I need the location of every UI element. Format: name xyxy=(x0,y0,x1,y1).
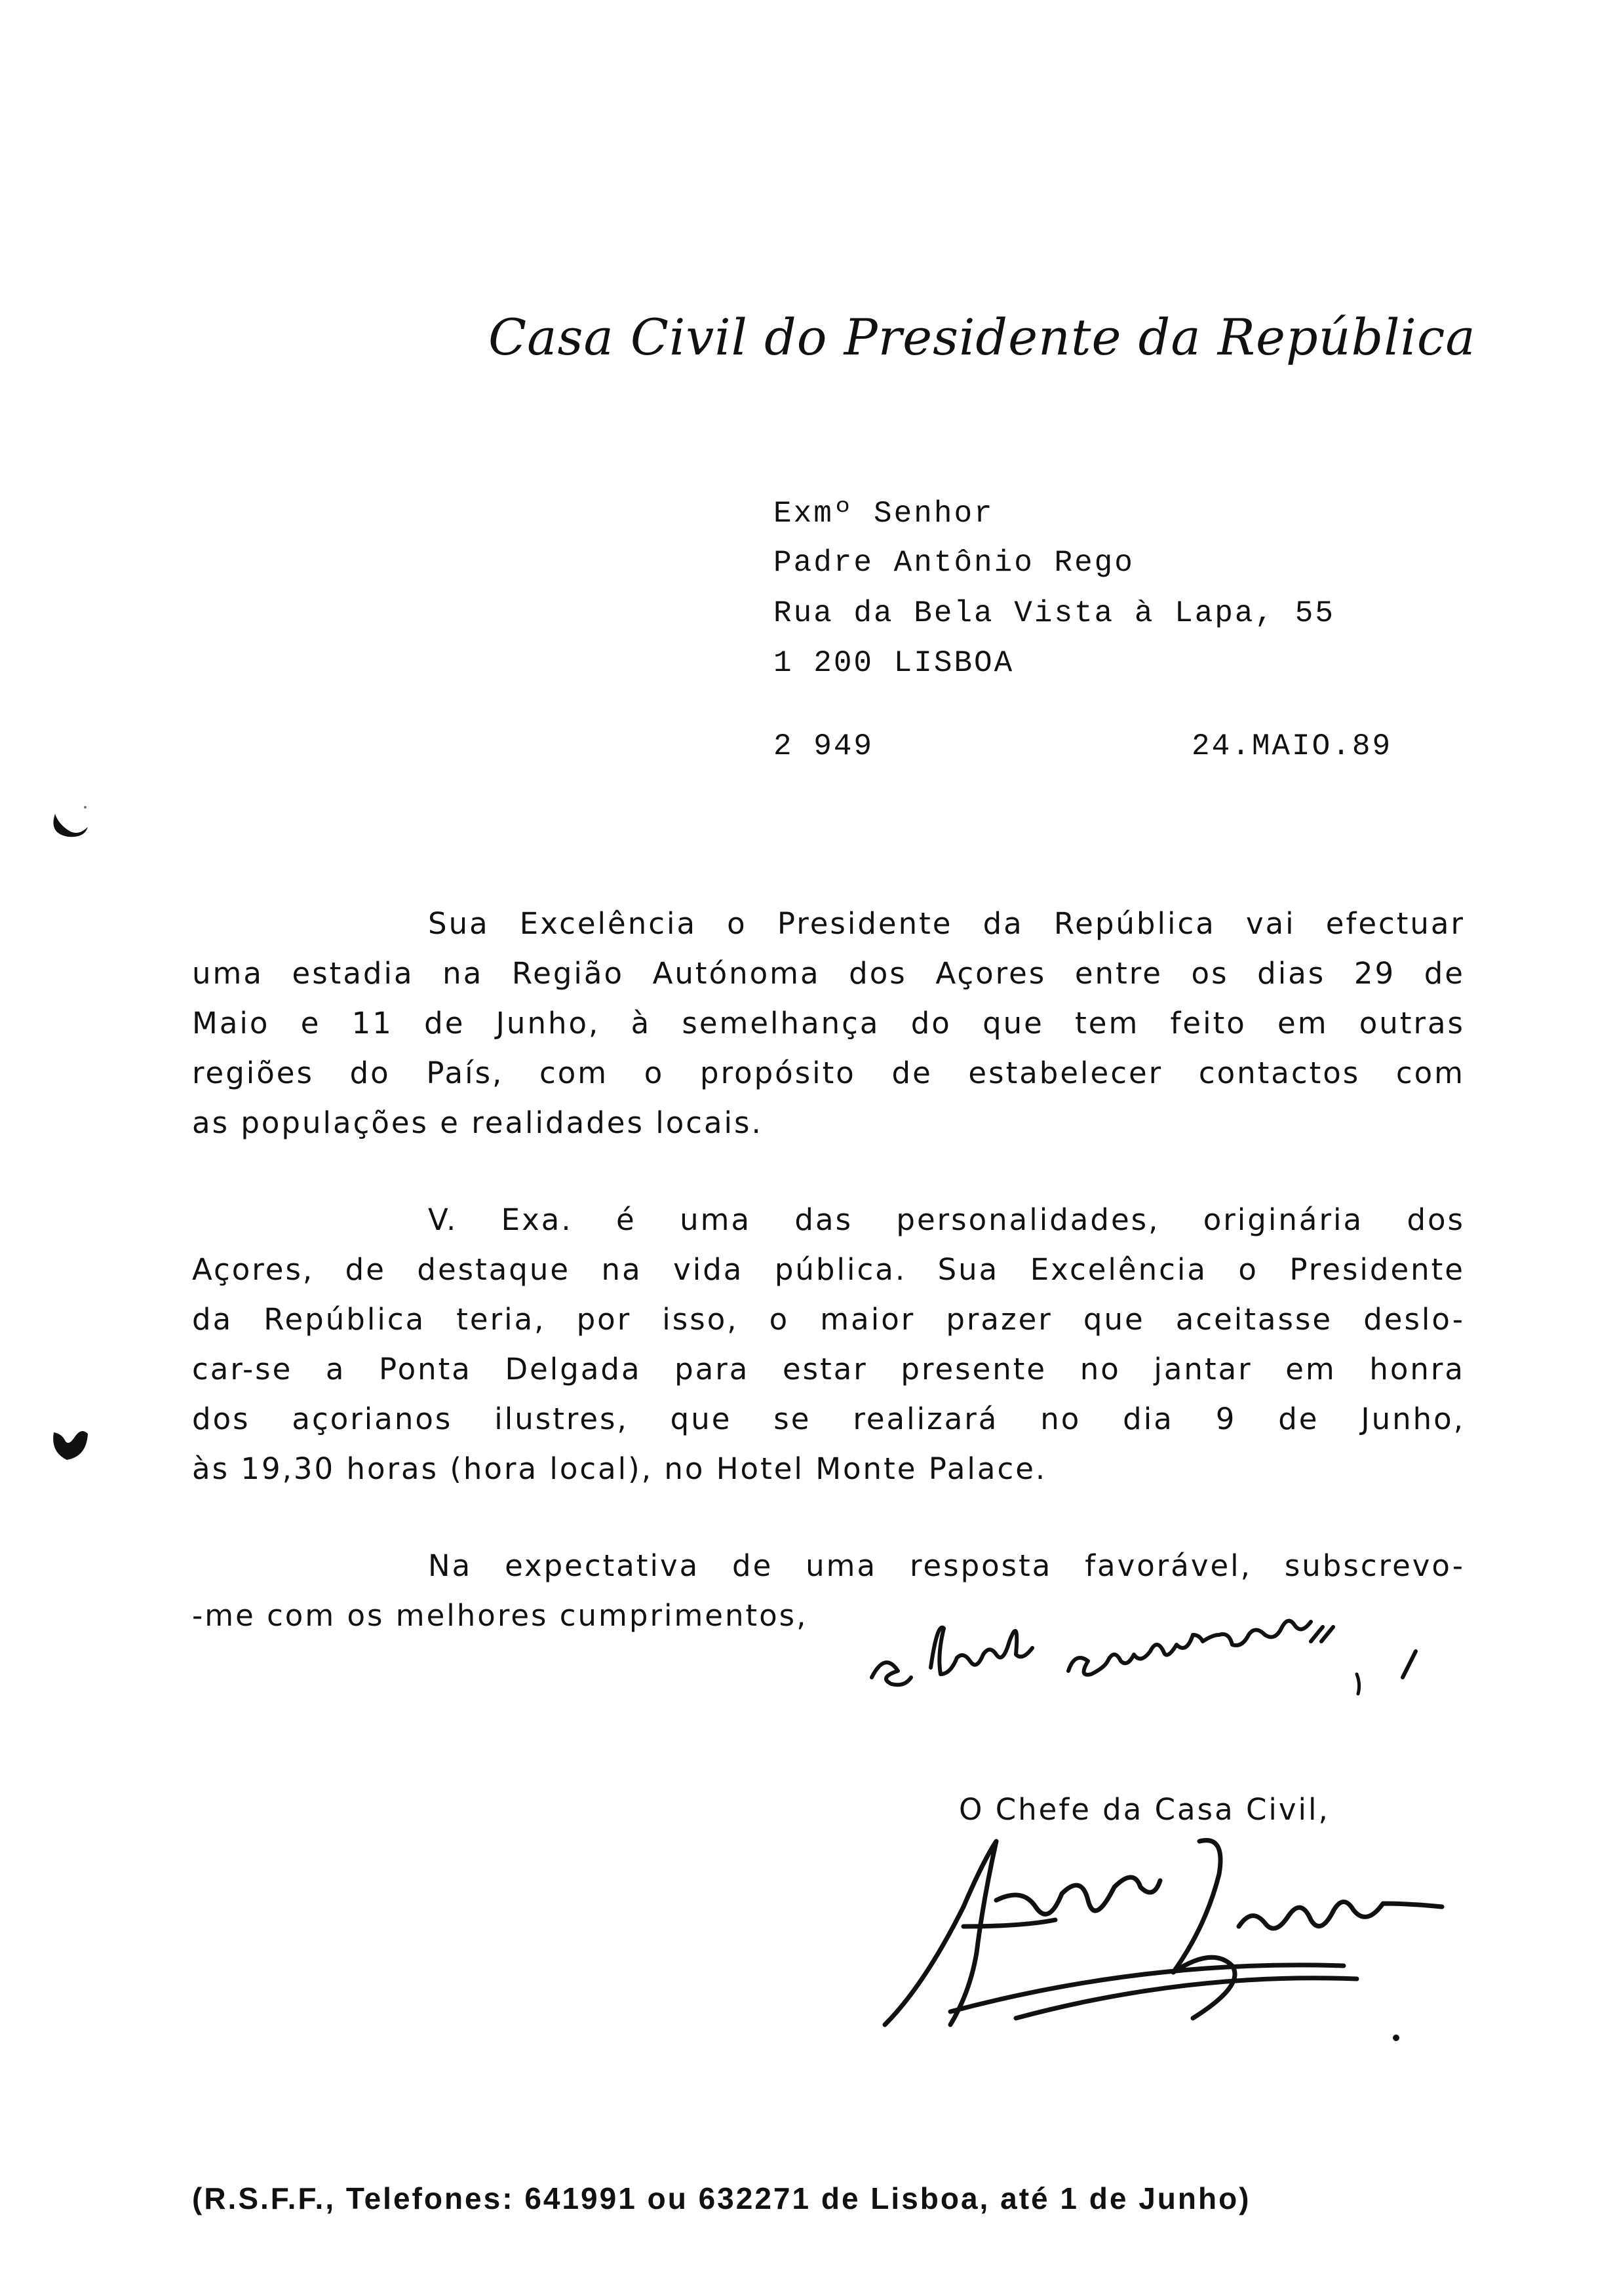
signature xyxy=(872,1828,1475,2051)
paragraph-1 xyxy=(192,899,1465,1148)
paragraph-line: dos açorianos ilustres, que se realizará no dia 9 de Junho, xyxy=(192,1402,1465,1436)
letterhead: Casa Civil do Presidente da República xyxy=(488,308,1476,366)
paragraph-line: Açores, de destaque na vida pública. Sua Excelência o Presidente xyxy=(192,1252,1465,1287)
recipient-street: Rua da Bela Vista à Lapa, 55 xyxy=(773,596,1335,630)
paragraph-line: Maio e 11 de Junho, à semelhança do que tem feito em outras xyxy=(192,1006,1465,1041)
paragraph-line: -me com os melhores cumprimentos, xyxy=(192,1598,808,1633)
paragraph-2 xyxy=(192,1195,1465,1494)
paragraph-line: uma estadia na Região Autónoma dos Açores entre os dias 29 de xyxy=(192,956,1465,991)
paragraph-line: Na expectativa de uma resposta favorável, subscrevo- xyxy=(428,1548,1465,1583)
handwritten-addition xyxy=(859,1605,1435,1704)
paragraph-line: V. Exa. é uma das personalidades, originária dos xyxy=(428,1202,1465,1237)
paragraph-line: Sua Excelência o Presidente da República vai efectuar xyxy=(428,906,1465,941)
punch-hole-mark xyxy=(47,1421,93,1466)
recipient-name: Padre Antônio Rego xyxy=(773,546,1135,580)
footer-note: (R.S.F.F., Telefones: 641991 ou 632271 de Lisboa, até 1 de Junho) xyxy=(192,2181,1251,2215)
paragraph-line: as populações e realidades locais. xyxy=(192,1105,763,1140)
paragraph-line: da República teria, por isso, o maior prazer que aceitasse deslo- xyxy=(192,1302,1465,1337)
recipient-city: 1 200 LISBOA xyxy=(773,646,1015,680)
recipient-salutation: Exmº Senhor xyxy=(773,497,994,531)
closing-title: O Chefe da Casa Civil, xyxy=(959,1792,1330,1827)
paragraph-line: às 19,30 horas (hora local), no Hotel Monte Palace. xyxy=(192,1451,1047,1486)
paragraph-line: car-se a Ponta Delgada para estar presente no jantar em honra xyxy=(192,1352,1465,1387)
reference-number: 2 949 xyxy=(773,729,874,763)
paragraph-line: regiões do País, com o propósito de estabelecer contactos com xyxy=(192,1056,1465,1090)
punch-hole-mark xyxy=(47,801,93,847)
letter-date: 24.MAIO.89 xyxy=(1192,729,1393,763)
